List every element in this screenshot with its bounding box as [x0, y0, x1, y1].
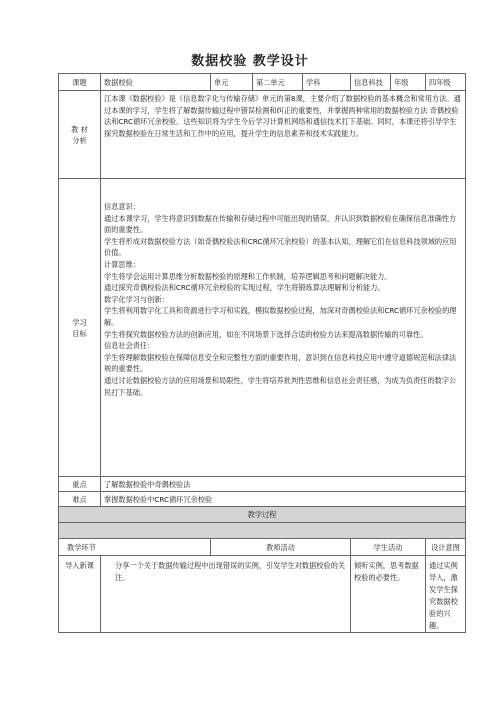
objective-line: 通过讨论数据校验方法的应用场景和局限性，学生将培养批判性思维和信息社会责任感，为成为负责任的数字公民打下基础。 [104, 375, 457, 397]
objective-line: 通过本课学习，学生将意识到数据在传输和存储过程中可能出现的错误，并认识到数据校验在确保信息准确性方面的重要性。 [104, 213, 457, 235]
lesson-plan-table [58, 73, 466, 633]
info-row [59, 74, 466, 91]
objectives-row [59, 179, 466, 477]
course-value: 数据校验 [101, 74, 211, 91]
objective-line: 信息意识： [104, 202, 140, 211]
col-student: 学生活动 [351, 539, 426, 556]
objective-line: 计算思维： [104, 259, 140, 269]
difficulty-label: 难点 [59, 492, 101, 507]
analysis-label: 教 材 分析 [59, 91, 101, 179]
col-stage: 教学环节 [59, 539, 211, 556]
key-point-row [59, 477, 466, 492]
process-stage: 导入新课 [59, 556, 101, 633]
objective-line: 学生将探究数据校验方法的创新应用，如在不同场景下选择合适的校验方法来提高数据传输的可靠性。 [104, 329, 428, 339]
unit-value: 第二单元 [253, 74, 303, 91]
col-teacher: 教师活动 [211, 539, 351, 556]
key-point-text: 了解数据校验中奇偶校验法 [101, 477, 466, 492]
objective-line: 学生将形成对数据校验方法（如奇偶校验法和CRC循环冗余校验）的基本认知，理解它们在信息科技领域的应用价值。 [104, 236, 457, 258]
subject-value: 信息科技 [351, 74, 391, 91]
process-header: 教学过程 [59, 507, 466, 523]
objective-line: 学生将理解数据校验在保障信息安全和完整性方面的重要作用，意识到在信息科技应用中遵守道德规范和法律法规的重要性。 [104, 352, 457, 374]
process-intent: 通过实例导入，激发学生探究数据校验的兴趣。 [429, 561, 458, 630]
process-gap-row [59, 523, 466, 539]
process-teacher: 分享一个关于数据传输过程中出现错误的实例，引发学生对数据校验的关注。 [115, 561, 346, 582]
analysis-row [59, 91, 466, 179]
objective-line: 数字化学习与创新： [104, 294, 169, 304]
grade-value: 四年级 [426, 74, 466, 91]
objectives-label: 学习 目标 [59, 179, 101, 477]
subject-label: 学科 [303, 74, 351, 91]
key-point-label: 重点 [59, 477, 101, 492]
analysis-text: 江本课《数据校验》是《信息数字化与传输存储》单元的第8课，主要介绍了数据校验的基本概念和常用方法。通过本课的学习，学生将了解数据传输过程中错误检测和纠正的重要性，并掌握两种常用的数据校验方法 奇偶校验法和CRC循环冗余校验。这些知识将为学生今后学习计算机网络和通信技术打下基础。同时，本课还将引导学生探究数据校验在日常生活和工作中的应用，提升学生的信息素养和技术实践能力。 [104, 94, 461, 138]
process-header-row [59, 507, 466, 523]
difficulty-row [59, 492, 466, 507]
difficulty-text: 掌握数据校验中CRC循环冗余校验 [101, 492, 466, 507]
unit-label: 单元 [211, 74, 253, 91]
page-title: 数据校验 教学设计 [191, 54, 309, 69]
grade-label: 年级 [391, 74, 426, 91]
course-label: 课题 [59, 74, 101, 91]
process-row [59, 556, 466, 633]
col-intent: 设计意图 [426, 539, 466, 556]
objective-line: 学生将学会运用计算思维分析数据校验的原理和工作机制，培养逻辑思考和问题解决能力。 [104, 271, 392, 281]
process-student: 倾听实例，思考数据校验的必要性。 [354, 561, 419, 582]
objective-line: 学生将利用数字化工具和资源进行学习和实践，模拟数据校验过程，加深对奇偶校验法和CRC循环冗余校验的理解。 [104, 306, 457, 327]
objective-line: 通过探究奇偶校验法和CRC循环冗余校验的实现过程，学生将锻炼算法理解和分析能力。 [104, 283, 385, 293]
process-columns-row [59, 539, 466, 556]
objective-line: 信息社会责任： [104, 341, 155, 351]
